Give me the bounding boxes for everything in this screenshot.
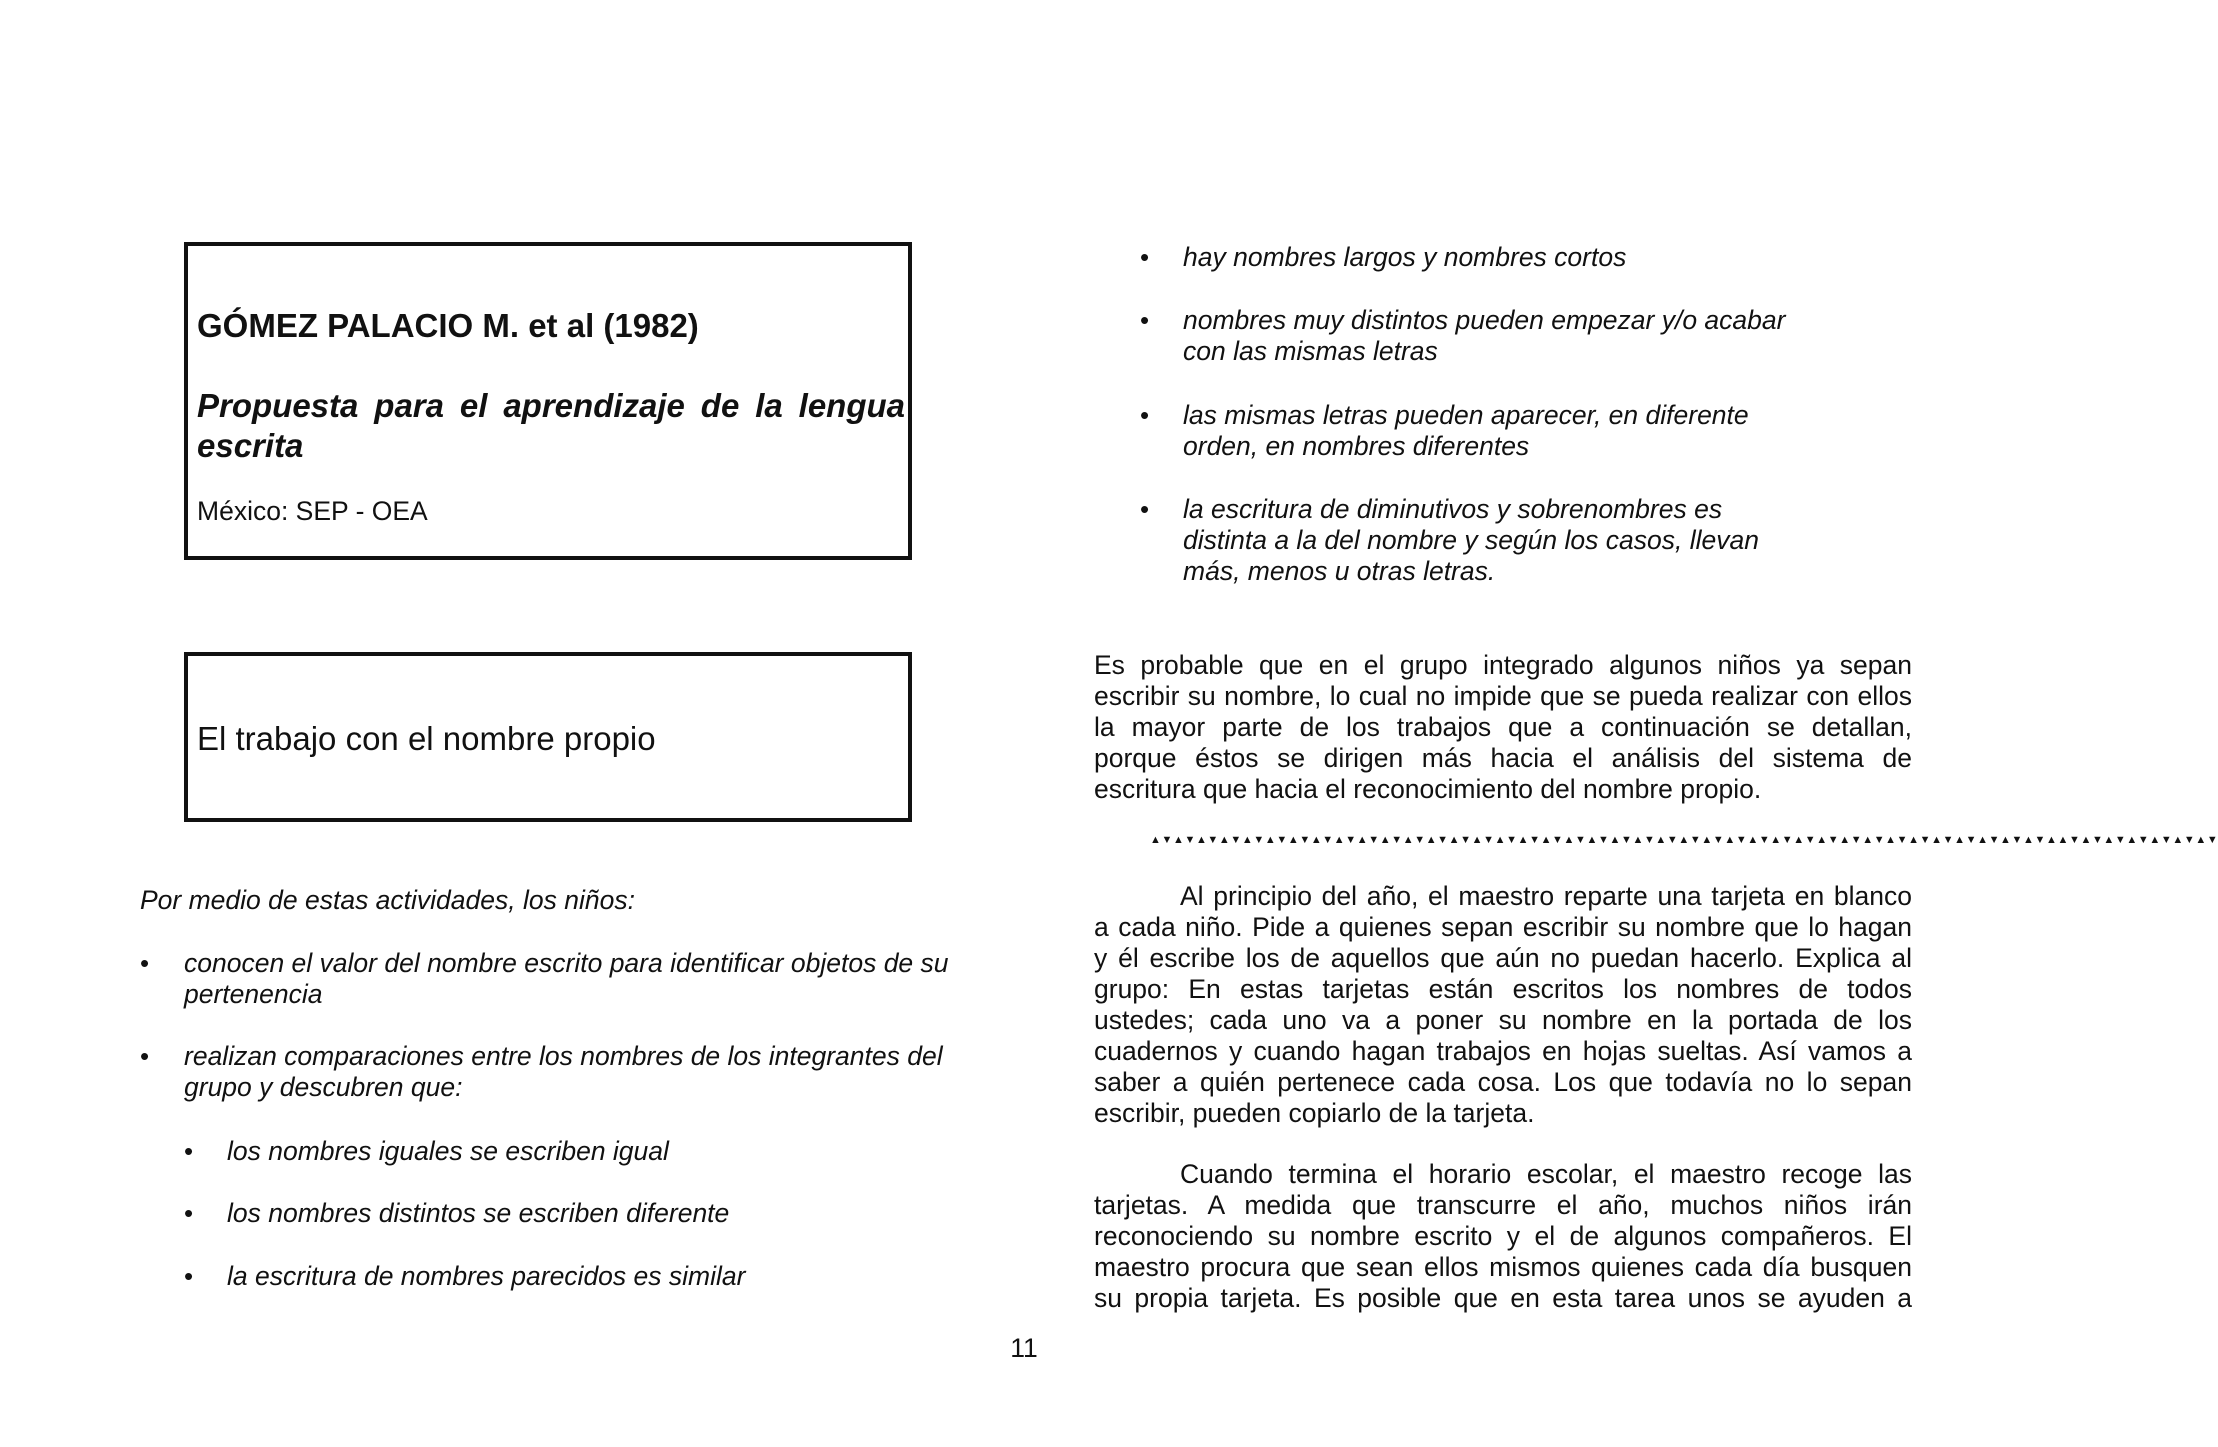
- list-item: [1140, 242, 1626, 273]
- list-item-line: distinta a la del nombre y según los casos, llevan: [1183, 525, 1759, 555]
- paragraph-line: cuadernos y cuando hagan trabajos en hojas sueltas. Así vamos a: [1094, 1036, 1912, 1066]
- reference-publisher: México: SEP - OEA: [197, 496, 428, 526]
- paragraph-line: tarjetas. A medida que transcurre el año, muchos niños irán: [1094, 1190, 1912, 1220]
- section-title: El trabajo con el nombre propio: [197, 720, 656, 757]
- bullet-marker: •: [184, 1136, 194, 1166]
- list-item: [140, 1041, 960, 1103]
- bullet-marker: •: [140, 948, 150, 978]
- section-title-box: [184, 652, 912, 822]
- list-item: [1140, 400, 1749, 462]
- paragraph-line: reconociendo su nombre escrito y el de algunos compañeros. El: [1094, 1221, 1912, 1251]
- list-item-line: orden, en nombres diferentes: [1183, 431, 1530, 461]
- list-item: [184, 1198, 729, 1229]
- reference-box: [184, 242, 912, 560]
- list-item-line: la escritura de diminutivos y sobrenombres es: [1183, 494, 1723, 524]
- list-item-line: realizan comparaciones entre los nombres de los integrantes del: [184, 1041, 943, 1071]
- list-item-line: pertenencia: [184, 979, 323, 1009]
- paragraph-line: saber a quién pertenece cada cosa. Los que todavía no lo sepan: [1094, 1067, 1912, 1097]
- paragraph-line: maestro procura que sean ellos mismos quienes cada día busquen: [1094, 1252, 1912, 1282]
- list-item-line: los nombres distintos se escriben diferente: [227, 1198, 730, 1228]
- list-item: [140, 948, 960, 1010]
- intro-text: Por medio de estas actividades, los niños:: [140, 885, 635, 915]
- list-item: [1140, 494, 1759, 587]
- list-item: [184, 1136, 669, 1167]
- list-item-line: conocen el valor del nombre escrito para identificar objetos de su: [184, 948, 949, 978]
- ornament-divider: ▲▼▲▼▲▼▲▼▲▼▲▼▲▼▲▼▲▼▲▼▲▼▲▼▲▼▲▼▲▼▲▼▲▼▲▼▲▼▲▼▲▼▲▼▲▼▲▼▲▼▲▼▲▼▲▼▲▼▲▼▲▼▲▼▲▼▲▼▲▼▲▼▲▼▲▼▲▼▲▲▼▲▼▲▼▲▼▲▼▲▼▲▼: [1150, 834, 2218, 846]
- bullet-marker: •: [184, 1198, 194, 1228]
- page-number: 11: [1010, 1333, 1038, 1363]
- paragraph: [1094, 1159, 1912, 1314]
- paragraph-line: y él escribe los de aquellos que aún no puedan hacerlo. Explica al: [1094, 943, 1912, 973]
- bullet-marker: •: [140, 1041, 150, 1071]
- paragraph-line: ustedes; cada uno va a poner su nombre en la portada de los: [1094, 1005, 1912, 1035]
- list-item-line: las mismas letras pueden aparecer, en diferente: [1183, 400, 1749, 430]
- paragraph-line: porque éstos se dirigen más hacia el análisis del sistema de: [1094, 743, 1912, 773]
- paragraph-line: escribir, pueden copiarlo de la tarjeta.: [1094, 1098, 1535, 1128]
- bullet-marker: •: [1140, 242, 1150, 272]
- list-item: [1140, 305, 1785, 367]
- paragraph-line: Al principio del año, el maestro reparte una tarjeta en blanco: [1180, 881, 1912, 911]
- reference-title-line2: escrita: [197, 427, 304, 464]
- bullet-marker: •: [184, 1261, 194, 1291]
- list-item-line: nombres muy distintos pueden empezar y/o acabar: [1183, 305, 1786, 335]
- list-item-line: los nombres iguales se escriben igual: [227, 1136, 669, 1166]
- paragraph-line: Cuando termina el horario escolar, el maestro recoge las: [1180, 1159, 1912, 1189]
- bullet-marker: •: [1140, 494, 1150, 524]
- bullet-marker: •: [1140, 400, 1150, 430]
- list-item-line: la escritura de nombres parecidos es similar: [227, 1261, 746, 1291]
- paragraph-line: escribir su nombre, lo cual no impide que se pueda realizar con ellos: [1094, 681, 1912, 711]
- paragraph-line: la mayor parte de los trabajos que a continuación se detallan,: [1094, 712, 1912, 742]
- list-item-line: grupo y descubren que:: [184, 1072, 463, 1102]
- list-item-line: más, menos u otras letras.: [1183, 556, 1496, 586]
- paragraph-line: Es probable que en el grupo integrado algunos niños ya sepan: [1094, 650, 1912, 680]
- bullet-marker: •: [1140, 305, 1150, 335]
- list-item-line: con las mismas letras: [1183, 336, 1438, 366]
- paragraph-line: grupo: En estas tarjetas están escritos los nombres de todos: [1094, 974, 1912, 1004]
- reference-title-line1: Propuesta para el aprendizaje de la lengua: [197, 387, 905, 424]
- paragraph: [1094, 650, 1912, 805]
- paragraph-line: su propia tarjeta. Es posible que en esta tarea unos se ayuden a: [1094, 1283, 1912, 1313]
- paragraph-line: escritura que hacia el reconocimiento del nombre propio.: [1094, 774, 1762, 804]
- list-item: [184, 1261, 745, 1292]
- paragraph-line: a cada niño. Pide a quienes sepan escribir su nombre que lo hagan: [1094, 912, 1912, 942]
- paragraph: [1094, 881, 1912, 1129]
- reference-author: GÓMEZ PALACIO M. et al (1982): [197, 307, 699, 344]
- list-item-line: hay nombres largos y nombres cortos: [1183, 242, 1627, 272]
